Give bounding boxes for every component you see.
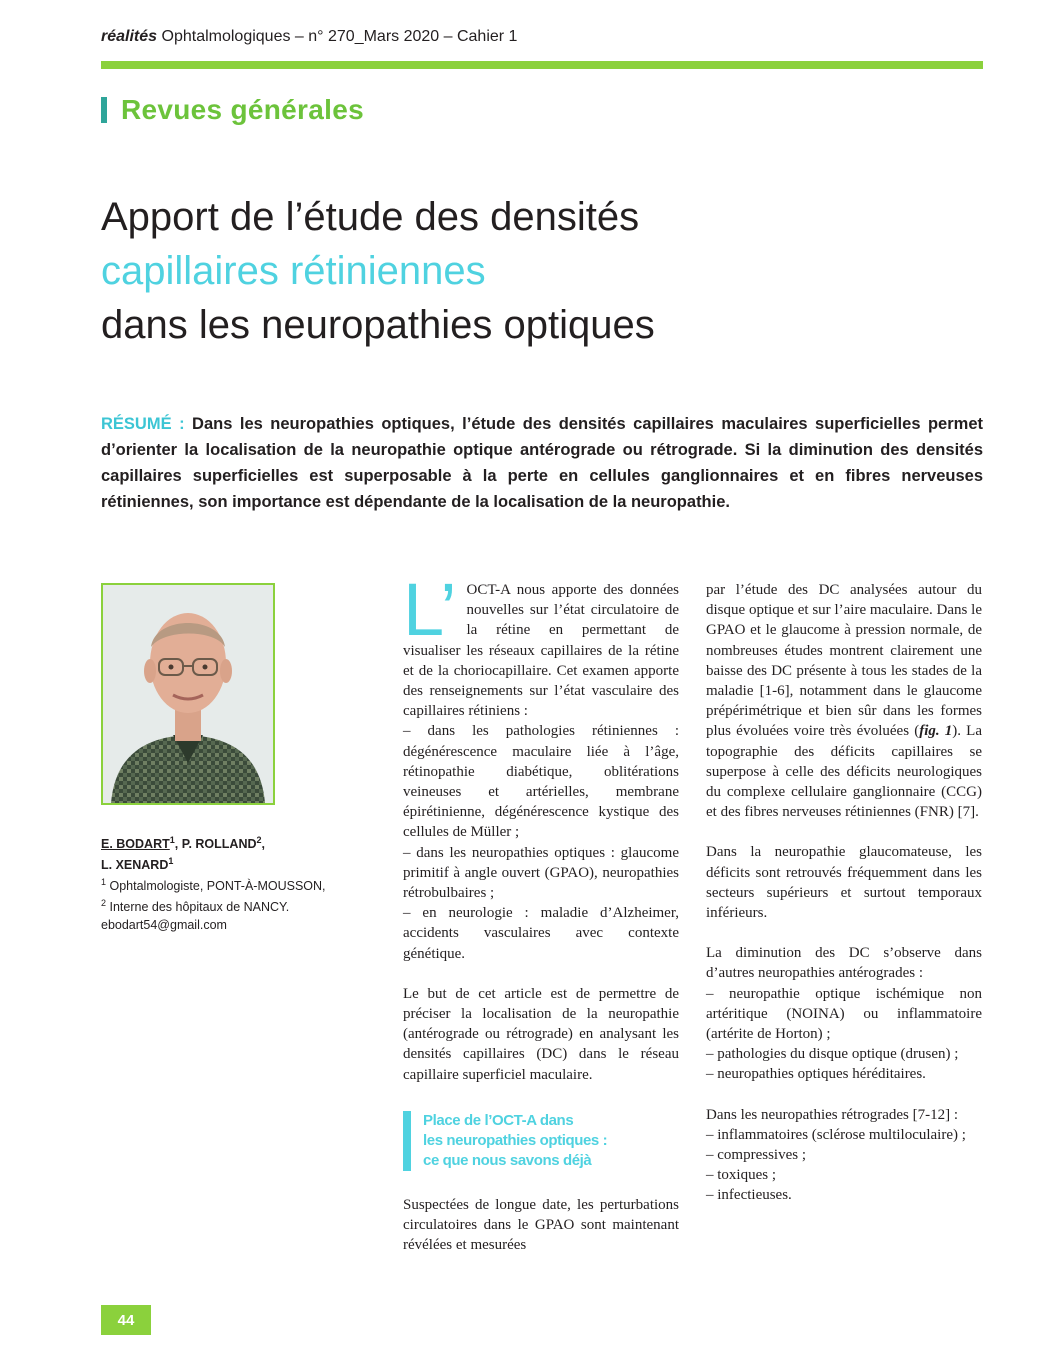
header-rule [101,61,983,69]
author-photo [101,583,275,805]
article-title [101,190,655,352]
abstract-text: Dans les neuropathies optiques, l’étude des densités capillaires maculaires superficielles permet d’orienter la localisation de la neuropathie optique antérograde ou rétrograde. Si la diminution des densités capillaires superficielles est superposable à la perte en cellules ganglionnaires et en fibres nerveuses rétiniennes, son importance est dépendante de la localisation de la neuropathie. [101,415,983,511]
list-item: – inflammatoires (sclérose multiloculaire) ; [706,1126,966,1143]
list-item: – pathologies du disque optique (drusen) ; [706,1046,959,1063]
author-block [101,832,331,934]
section-label [101,92,364,128]
paragraph: Le but de cet article est de permettre de préciser la localisation de la neuropathie (antérograde ou rétrograde) en analysant les densités capillaires (DC) dans le réseau capillaire superficiel maculaire. [403,985,679,1083]
title-line-1: Apport de l’étude des densités [101,195,640,239]
author-3: L. XENARD [101,858,169,873]
abstract-label: RÉSUMÉ : [101,415,185,433]
author-portrait-illustration [103,585,273,803]
author-names: E. BODART$^1$, P. ROLLAND$^2$, L. XENARD$^1$ [101,835,265,873]
paragraph: Dans la neuropathie glaucomateuse, les déficits sont retrouvés fréquemment dans les secteurs supérieurs et surtout temporaux inférieurs. [706,844,982,922]
list-item: – compressives ; [706,1147,806,1164]
list-item: – neuropathies optiques héréditaires. [706,1066,926,1083]
page-number: 44 [101,1305,151,1335]
paragraph: La diminution des DC s’observe dans d’autres neuropathies antérogrades : [706,945,982,982]
title-line-2: capillaires rétiniennes [101,249,486,293]
list-item: – neuropathie optique ischémique non artéritique (NOINA) ou inflammatoire (artérite de Horton) ; [706,985,982,1043]
list-item: – dans les pathologies rétiniennes : dégénérescence maculaire liée à l’âge, rétinopathie diabétique, oblitérations veineuses et artérielles, membrane épirétinienne, dégénérescence kystique des cellules de Müller ; [403,723,679,841]
affiliation-1: $^1$ Ophtalmologiste, PONT-À-MOUSSON, [101,877,326,894]
subheading-line-3: ce que nous savons déjà [423,1151,592,1169]
author-email[interactable]: ebodart54@gmail.com [101,917,227,932]
paragraph-intro: L’ OCT-A nous apporte des données nouvelles sur l’état circulatoire de la rétine en permettant de visualiser les réseaux capillaires de la rétine et de la choriocapillaire. Cet examen apporte des renseignements sur l’état vasculaire des capillaires rétiniens : [403,568,679,720]
paragraph: Dans les neuropathies rétrogrades [7-12] : [706,1106,958,1123]
subheading-line-1: Place de l’OCT-A dans [423,1111,574,1129]
author-2: P. ROLLAND [181,837,257,852]
subheading [403,1111,679,1171]
list-item: – infectieuses. [706,1187,792,1204]
journal-issue: Ophtalmologiques – n° 270_Mars 2020 – Cahier 1 [161,28,518,45]
journal-brand: réalités [101,28,158,45]
title-line-3: dans les neuropathies optiques [101,303,655,347]
affiliation-2: $^2$ Interne des hôpitaux de NANCY. [101,898,290,915]
list-item: – en neurologie : maladie d’Alzheimer, accidents vasculaires avec contexte génétique. [403,905,679,962]
body-column-1 [403,568,679,1255]
paragraph: par l’étude des DC analysées autour du disque optique et sur l’aire maculaire. Dans le GPAO et le glaucome à pression normale, de nombreuses études montrent clairement une baisse des DC présente à tous les stades de la maladie [1-6], notamment dans le glaucome prépérimétrique et bien sûr dans les formes plus évoluées voire très évoluées (fig. 1). La topographie des déficits capillaires se superpose à celle des déficits neurologiques du complexe cellulaire ganglionnaire (CCG) et des fibres nerveuses rétiniennes (FNR) [7]. [706,582,982,821]
paragraph: Suspectées de longue date, les perturbations circulatoires dans le GPAO sont maintenant révélées et mesurées [403,1196,679,1254]
subheading-marker [403,1111,411,1171]
author-1: E. BODART [101,837,170,852]
list-item: – toxiques ; [706,1167,776,1184]
drop-cap: L’ [403,568,457,651]
section-title: Revues générales [121,94,364,125]
abstract [101,411,983,515]
figure-reference[interactable]: fig. 1 [919,723,953,740]
body-column-2 [706,580,982,1206]
section-marker [101,97,107,123]
list-item: – dans les neuropathies optiques : glaucome primitif à angle ouvert (GPAO), neuropathies rétrobulbaires ; [403,844,679,902]
subheading-line-2: les neuropathies optiques : [423,1131,608,1149]
running-head [101,28,517,46]
